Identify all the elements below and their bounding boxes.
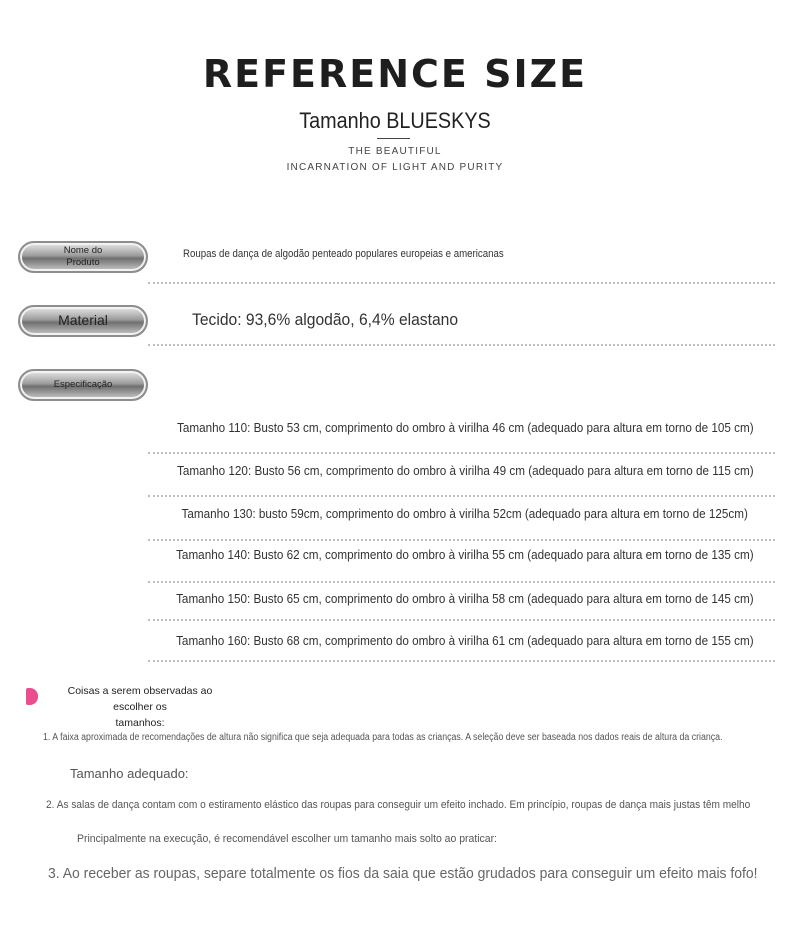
- page-title: REFERENCE SIZE: [202, 52, 588, 96]
- divider: [148, 619, 775, 621]
- note-1: 1. A faixa aproximada de recomendações de altura não significa que seja adequada para todas as crianças. A seleção deve ser baseada nos dados reais de altura da criança.: [43, 732, 723, 743]
- divider: [148, 660, 775, 662]
- size-row: Tamanho 150: Busto 65 cm, comprimento do ombro à virilha 58 cm (adequado para altura em torno de 145 cm): [176, 591, 754, 606]
- notes-title: [50, 683, 230, 731]
- note-2: 2. As salas de dança contam com o estiramento elástico das roupas para conseguir um efeito inchado. Em princípio, roupas de dança mais justas têm melho: [46, 799, 751, 811]
- tagline-line-1: THE BEAUTIFUL: [348, 146, 442, 157]
- product-name-label-line-1: Nome do: [63, 245, 103, 257]
- size-row: Tamanho 160: Busto 68 cm, comprimento do ombro à virilha 61 cm (adequado para altura em torno de 155 cm): [176, 633, 754, 648]
- product-name-label-line-2: Produto: [66, 257, 100, 268]
- size-row: Tamanho 130: busto 59cm, comprimento do ombro à virilha 52cm (adequado para altura em torno de 125cm): [181, 506, 749, 521]
- specification-label-text: Especificação: [53, 379, 113, 391]
- divider: [148, 344, 775, 346]
- divider: [148, 539, 775, 541]
- notes-marker-icon: [26, 688, 38, 705]
- tagline-line-2: INCARNATION OF LIGHT AND PURITY: [286, 162, 504, 173]
- divider: [148, 282, 775, 284]
- product-name-label: [18, 241, 148, 273]
- size-row: Tamanho 120: Busto 56 cm, comprimento do ombro à virilha 49 cm (adequado para altura em torno de 115 cm): [176, 463, 754, 478]
- product-name-value: Roupas de dança de algodão penteado populares europeias e americanas: [183, 248, 504, 260]
- size-row: Tamanho 140: Busto 62 cm, comprimento do ombro à virilha 55 cm (adequado para altura em torno de 135 cm): [176, 547, 754, 562]
- subtitle-underline: [377, 138, 410, 139]
- size-row: Tamanho 110: Busto 53 cm, comprimento do ombro à virilha 46 cm (adequado para altura em torno de 105 cm): [176, 420, 754, 435]
- notes-title-line-2: tamanhos:: [115, 717, 165, 729]
- page-subtitle: Tamanho BLUESKYS: [299, 108, 491, 133]
- notes-title-line-1: Coisas a serem observadas ao escolher os: [67, 685, 213, 713]
- divider: [148, 581, 775, 583]
- divider: [148, 452, 775, 454]
- note-1-continued: Tamanho adequado:: [70, 766, 189, 781]
- material-value: Tecido: 93,6% algodão, 6,4% elastano: [192, 310, 459, 329]
- specification-label: [18, 369, 148, 401]
- note-3: 3. Ao receber as roupas, separe totalmente os fios da saia que estão grudados para conseguir um efeito mais fofo!: [48, 865, 758, 882]
- note-2-continued: Principalmente na execução, é recomendável escolher um tamanho mais solto ao praticar:: [77, 833, 497, 845]
- material-label-text: Material: [58, 312, 108, 329]
- material-label: [18, 305, 148, 337]
- divider: [148, 495, 775, 497]
